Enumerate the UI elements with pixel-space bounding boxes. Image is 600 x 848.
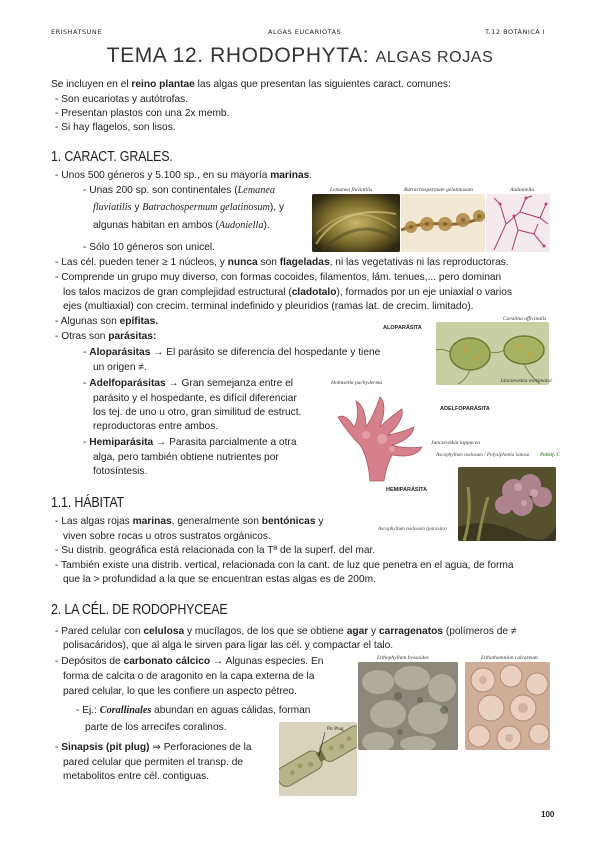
label-pit-plug: Pit Plug [327, 726, 344, 732]
s11-b1-post: y [315, 516, 324, 527]
s2-ex-post: abundan en aguas cálidas, forman [151, 705, 311, 716]
s1-p2-l1: → Gran semejanza entre el [165, 378, 294, 389]
caption-holmsella: Holmsella pachyderma [331, 380, 383, 386]
s1-sub1-l3-pre: algunas habitan en ambos ( [93, 220, 219, 231]
page-title-main: TEMA 12. RHODOPHYTA: [106, 44, 370, 67]
caption-ascophyllum-polysiphonia: Ascophyllum nodosum / Polysiphonia lanosa [436, 452, 530, 458]
s1-sub1-l1-pre: Unas 200 sp. son continentales ( [89, 185, 238, 196]
s1-sub1-l1-italic: Lemanea [237, 185, 275, 196]
caption-polisif: Polisif. C [540, 452, 560, 458]
caption-lithothamnion: Lithothamnion calcareum [481, 655, 538, 661]
caption-janczewskia-lappacea: Janczewskia lappacea [431, 440, 481, 446]
header-author: ERISHATSUNE [51, 28, 102, 36]
photo-lemanea [312, 194, 400, 252]
s1-p3-bold: Hemiparásita [89, 437, 154, 448]
section-1-1-heading: 1.1. HÁBITAT [51, 495, 125, 511]
s2-ex-italic: Corallinales [99, 705, 152, 716]
s2-bullet-2-line-3: pared celular, lo que les confiere un aspecto pétreo. [63, 686, 297, 697]
s1-b2-pre: Las cél. pueden tener ≥ 1 núcleos, y [61, 257, 228, 268]
s1-p1-l1: → El parásito se diferencia del hospedante y tiene [150, 347, 381, 358]
s2-b1-post: (polímeros de ≠ [442, 626, 517, 637]
s1-sub1-l2-italic-2: Batrachospermum gelatinosum [142, 202, 270, 213]
caption-ascophyllum-parasite: Ascophyllum nodosum (parásito) [378, 526, 447, 532]
photo-pit-plug [279, 722, 357, 796]
label-aloparasita: ALOPARÁSITA [383, 325, 422, 331]
intro-item-2: - Presentan plastos con una 2x memb. [55, 107, 229, 122]
intro-post: las algas que presentan las siguientes caract. comunes: [194, 79, 451, 90]
photo-lithothamnion [465, 662, 550, 750]
s2-ex-pre: Ej.: [82, 705, 100, 716]
s1-b1-post: . [309, 170, 313, 181]
intro-pre: Se incluyen en el [51, 79, 132, 90]
s1-b2-mid: son [257, 257, 280, 268]
s2-bullet-3-line-2: pared celular que permiten el transp. de [63, 757, 244, 768]
s2-example-line-2: parte de los arrecifes coralinos. [85, 722, 227, 733]
s1-sub1-l2-mid: y [131, 202, 143, 213]
s11-bullet-3-line-1: - También existe una distrib. vertical, relacionada con la cant. de luz que penetra en el agua, de forma [55, 559, 514, 574]
photo-aloparasite [436, 322, 549, 385]
s1-p2-bold: Adelfoparásitas [89, 378, 166, 389]
intro-paragraph [51, 78, 451, 93]
s2-bullet-3-line-1 [55, 741, 252, 756]
s1-bullet-2 [55, 256, 509, 271]
s1-sub1-l3-italic: Audoniella [218, 220, 264, 231]
s1-bullet-3-line-2 [63, 286, 512, 301]
s1-b1-pre: Unos 500 géneros y 5.100 sp., en su mayoría [61, 170, 271, 181]
s1-sub-1-line-1 [83, 184, 275, 199]
s2-b1-bold-3: carragenatos [378, 626, 443, 637]
s1-parasite-3-line-2: alga, pero también obtiene nutrientes por [93, 452, 279, 463]
page-number: 100 [541, 810, 555, 819]
s1-b3-l2-bold: cladotalo [291, 287, 337, 298]
s1-parasite-2-line-1 [83, 377, 293, 392]
s1-b3-l2-pre: los talos macizos de gran complejidad estructural ( [63, 287, 292, 298]
s2-b2-bold: carbonato cálcico [123, 656, 211, 667]
s1-parasite-3-line-3: fotosíntesis. [93, 466, 148, 477]
section-2-heading: 2. LA CÉL. DE RODOPHYCEAE [51, 602, 228, 618]
page-title [0, 44, 600, 68]
caption-coralina: Coralina officinalis [503, 316, 547, 322]
label-adelfoparasita: ADELFOPARÁSITA [440, 406, 490, 412]
s2-b1-bold-2: agar [346, 626, 369, 637]
s1-sub1-l2-post: ), y [269, 202, 285, 213]
s1-parasite-1-line-1 [83, 346, 380, 361]
caption-batrachospermum: Batrachospermum gelatinosum [404, 187, 473, 193]
s1-b5-bold: parásitas: [108, 331, 157, 342]
s1-sub-2: - Sólo 10 géneros son unicel. [83, 241, 215, 256]
caption-janczewskia-morimotoi: Janczewskia morimotoi [500, 378, 552, 384]
s2-bullet-1-line-1 [55, 625, 517, 640]
s1-b2-bold-2: flageladas [279, 257, 330, 268]
s2-b1-pre: Pared celular con [61, 626, 144, 637]
s2-b2-pre: Depósitos de [61, 656, 124, 667]
s1-bullet-3-line-1: - Comprende un grupo muy diverso, con formas cocoides, filamentos, lám. tenues,... pero dominan [55, 271, 501, 286]
s1-b1-bold: marinas [270, 170, 310, 181]
s2-b3-bold: Sinapsis (pit plug) [61, 742, 150, 753]
photo-lithophyllum [358, 662, 458, 750]
s2-bullet-1-line-2: polisacáridos), que al alga le sirven para ligar las cél. y compactar el talo. [63, 640, 394, 651]
s11-bullet-1-line-1 [55, 515, 323, 530]
photo-hemiparasite [458, 467, 556, 541]
intro-bold: reino plantae [131, 79, 195, 90]
photo-audoniella [486, 194, 550, 252]
s11-b1-mid: , generalmente son [171, 516, 262, 527]
label-hemiparasita: HEMIPARÁSITA [386, 487, 428, 493]
s2-b1-mid-2: y [368, 626, 379, 637]
s2-b3-l1: ⇒ Perforaciones de la [149, 742, 252, 753]
s11-b1-bold-1: marinas [132, 516, 172, 527]
header-subject: ALGAS EUCARIOTAS [268, 28, 342, 36]
s1-parasite-2-line-3: los tej. de uno u otro, gran similitud de estruct. [93, 407, 302, 418]
s1-sub-1-line-3 [93, 219, 270, 234]
s1-parasite-2-line-2: parásito y el hospedante, es difícil diferenciar [93, 393, 297, 404]
photo-batrachospermum [401, 194, 485, 252]
photo-adelfoparasite [330, 387, 440, 483]
s11-bullet-2: - Su distrib. geográfica está relacionada con la Tª de la superf. del mar. [55, 544, 375, 559]
page-title-sub: ALGAS ROJAS [375, 49, 494, 66]
s1-bullet-4 [55, 315, 158, 330]
s1-b4-pre: Algunas son [60, 316, 120, 327]
s2-b1-mid-1: y mucílagos, de los que se obtiene [184, 626, 347, 637]
s1-sub1-l2-italic-1: fluviatilis [93, 202, 132, 213]
s1-bullet-5 [55, 330, 156, 345]
s1-parasite-3-line-1 [83, 436, 297, 451]
s2-example-line-1 [76, 704, 310, 719]
s1-p1-bold: Aloparásitas [89, 347, 151, 358]
s1-parasite-1-line-2: un origen ≠. [93, 362, 147, 373]
s1-bullet-1 [55, 169, 312, 184]
s2-b2-post: → Algunas especies. En [210, 656, 324, 667]
s2-bullet-2-line-1 [55, 655, 323, 670]
intro-item-1: - Son eucariotas y autótrofas. [55, 93, 188, 108]
s11-bullet-1-line-2: viven sobre rocas u otros sustratos orgánicos. [63, 531, 271, 542]
s1-sub1-l3-post: ). [263, 220, 270, 231]
s1-b4-bold: epífitas. [119, 316, 159, 327]
caption-lemanea: Lemanea fluviatilis [330, 187, 373, 193]
s2-bullet-2-line-2: forma de calcita o de aragonito en la capa externa de la [63, 671, 315, 682]
intro-item-3: - Si hay flagelos, son lisos. [55, 121, 176, 136]
s1-sub-1-line-2 [93, 201, 284, 216]
s11-b1-bold-2: bentónicas [261, 516, 316, 527]
s11-b1-pre: Las algas rojas [61, 516, 133, 527]
s2-b1-bold-1: celulosa [143, 626, 185, 637]
header-course: T.12 BOTÁNICA I [485, 28, 546, 36]
s1-b5-pre: Otras son [61, 331, 109, 342]
s1-p3-l1: → Parasita parcialmente a otra [153, 437, 297, 448]
s1-b3-l2-post: ), formados por un eje uniaxial o varios [336, 287, 513, 298]
caption-lithophyllum: Lithophyllum byssoides [377, 655, 429, 661]
s2-bullet-3-line-3: metabolitos entre cél. contiguas. [63, 771, 210, 782]
s1-b2-post: , ni las vegetativas ni las reproductoras. [329, 257, 509, 268]
s1-parasite-2-line-4: reproductoras entre ambos. [93, 421, 219, 432]
s11-bullet-3-line-2: que la > profundidad a la que se encuentran estas algas es de 200m. [63, 574, 376, 585]
caption-audoniella: Audoniella [510, 187, 535, 193]
s1-b2-bold-1: nunca [227, 257, 258, 268]
section-1-heading: 1. CARACT. GRALES. [51, 149, 173, 165]
s1-bullet-3-line-3: ejes (multiaxial) con crecim. terminal indefinido y pleuridios (ramas lat. de crecim. limitado). [63, 301, 474, 312]
